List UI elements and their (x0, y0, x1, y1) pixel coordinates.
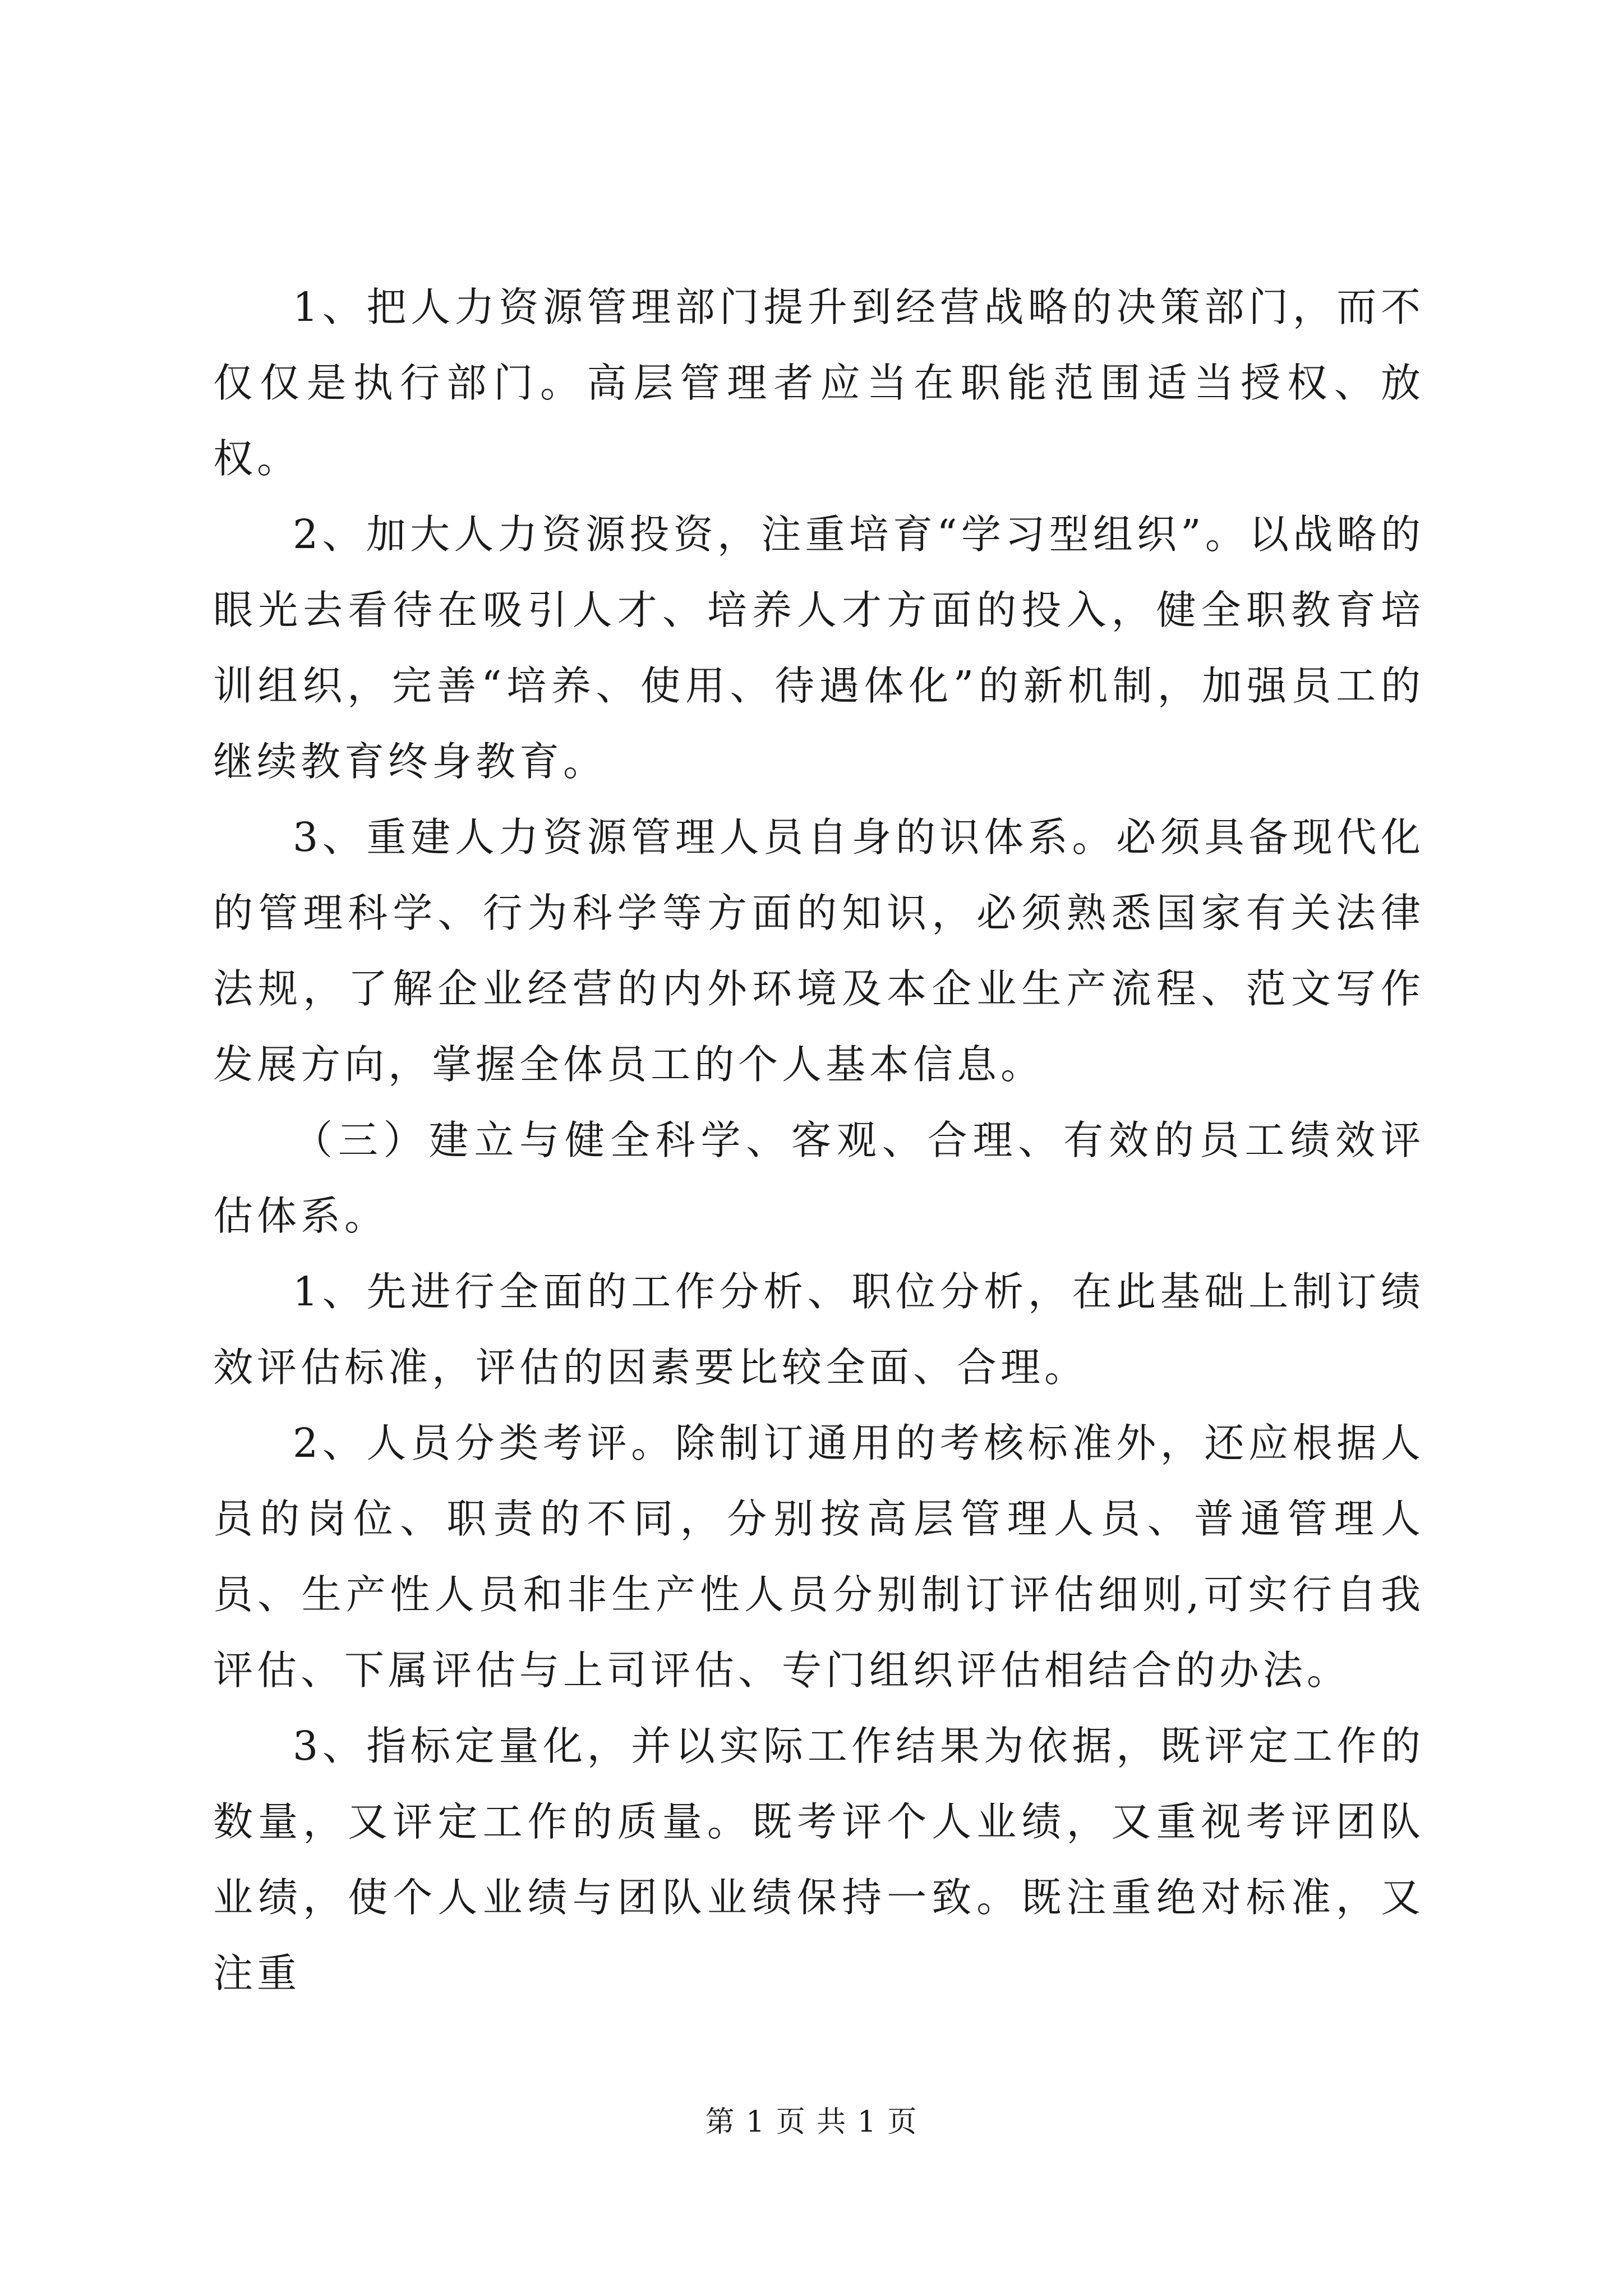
paragraph-1: 1、把人力资源管理部门提升到经营战略的决策部门，而不仅仅是执行部门。高层管理者应当在职能范围适当授权、放权。 (213, 284, 1424, 482)
paragraph-5: 1、先进行全面的工作分析、职位分析，在此基础上制订绩效评估标准，评估的因素要比较全面、合理。 (213, 1268, 1424, 1391)
paragraph-2: 2、加大人力资源投资，注重培育“学习型组织”。以战略的眼光去看待在吸引人才、培养人才方面的投入，健全职教育培训组织，完善“培养、使用、待遇体化”的新机制，加强员工的继续教育终身教育。 (213, 511, 1424, 785)
paragraph-7: 3、指标定量化，并以实际工作结果为依据，既评定工作的数量，又评定工作的质量。既考评个人业绩，又重视考评团队业绩，使个人业绩与团队业绩保持一致。既注重绝对标准，又注重 (213, 1723, 1424, 1996)
page-footer: 第 1 页 共 1 页 (705, 2105, 918, 2139)
paragraph-6: 2、人员分类考评。除制订通用的考核标准外，还应根据人员的岗位、职责的不同，分别按高层管理人员、普通管理人员、生产性人员和非生产性人员分别制订评估细则,可实行自我评估、下属评估与上司评估、专门组织评估相结合的办法。 (213, 1420, 1424, 1694)
section-heading-3: （三）建立与健全科学、客观、合理、有效的员工绩效评估体系。 (213, 1117, 1424, 1239)
paragraph-3: 3、重建人力资源管理人员自身的识体系。必须具备现代化的管理科学、行为科学等方面的知识，必须熟悉国家有关法律法规，了解企业经营的内外环境及本企业生产流程、范文写作发展方向，掌握全体员工的个人基本信息。 (213, 814, 1424, 1088)
document-body (213, 269, 1424, 2011)
